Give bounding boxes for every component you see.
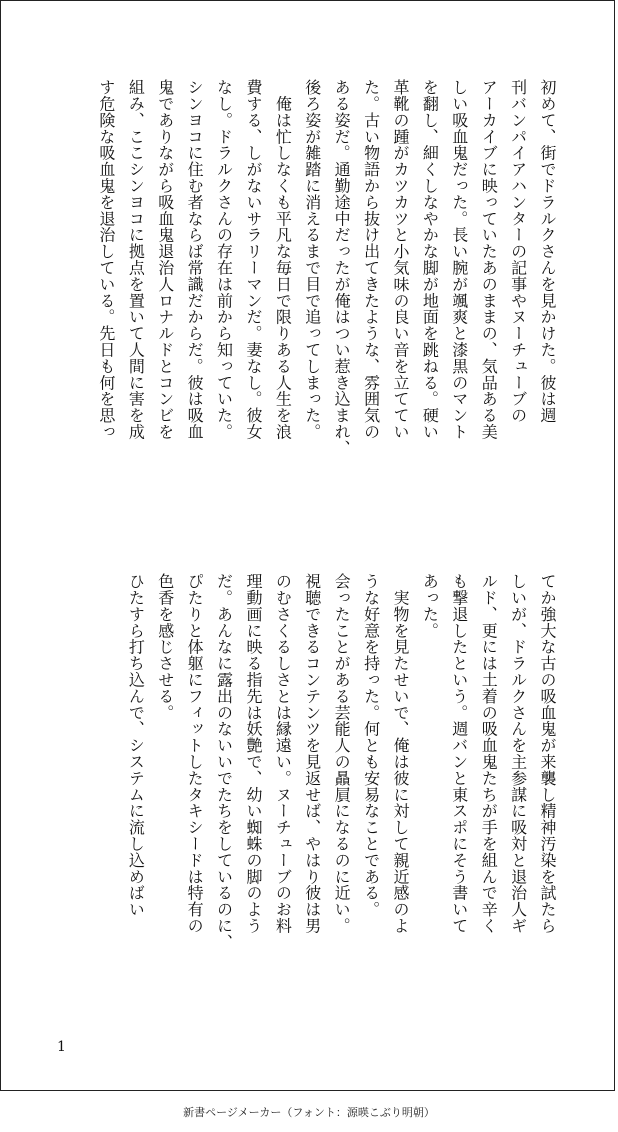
text-column: 初めて、街でドラルクさんを見かけた。彼は週 xyxy=(538,79,557,424)
text-block-lower xyxy=(121,573,562,993)
text-column: アーカイブに映っていたあのままの、気品ある美 xyxy=(479,79,499,440)
text-column: 実物を見たせいで、俺は彼に対して親近感のよ xyxy=(390,573,410,934)
text-column: も撃退したという。週バンと東スポにそう書いて xyxy=(449,573,469,934)
text-column: なし。ドラルクさんの存在は前から知っていた。 xyxy=(214,79,234,440)
text-column: のむさくるしさとは縁遠い。ヌーチューブのお料 xyxy=(273,573,293,934)
text-column: 色香を感じさせる。 xyxy=(155,573,175,721)
text-column: うな好意を持った。何とも安易なことである。 xyxy=(361,573,381,918)
text-column: ぴたりと体躯にフィットしたタキシードは特有の xyxy=(185,573,205,934)
text-column: だ。あんなに露出のないいでたちをしているのに、 xyxy=(214,573,234,951)
text-column: しい吸血鬼だった。長い腕が颯爽と漆黒のマント xyxy=(449,79,469,440)
text-column: た。古い物語から抜け出てきたような、雰囲気の xyxy=(361,79,381,440)
text-column: シンヨコに住む者ならば常識だからだ。彼は吸血 xyxy=(185,79,205,440)
text-column: てか強大な古の吸血鬼が来襲し精神汚染を試たら xyxy=(538,573,557,934)
text-column: 鬼でありながら吸血鬼退治人ロナルドとコンビを xyxy=(155,79,175,440)
footer-caption: 新書ページメーカー（フォント：源暎こぶり明朝） xyxy=(183,1106,435,1119)
text-column: 理動画に映る指先は妖艶で、幼い蜘蛛の脚のよう xyxy=(243,573,263,934)
text-column: 俺は忙しなくも平凡な毎日で限りある人生を浪 xyxy=(273,79,293,440)
text-column: 視聴できるコンテンツを見返せば、やはり彼は男 xyxy=(302,573,322,934)
text-column: あった。 xyxy=(420,573,440,639)
text-column: す危険な吸血鬼を退治している。先日も何を思っ xyxy=(96,79,116,440)
text-column: 後ろ姿が雑踏に消えるまで目で追ってしまった。 xyxy=(302,79,322,440)
text-column: 組み、ここシンヨコに拠点を置いて人間に害を成 xyxy=(126,79,146,440)
text-column: 費する、しがないサラリーマンだ。妻なし。彼女 xyxy=(243,79,263,440)
text-column: 革靴の踵がカツカツと小気味の良い音を立ててい xyxy=(390,79,410,440)
text-block-upper xyxy=(92,79,563,529)
text-column: 刊バンパイアハンターの記事やヌーチューブの xyxy=(508,79,528,424)
text-column: しいが、ドラルクさんを主参謀に吸対と退治人ギ xyxy=(508,573,528,934)
text-column: ひたすら打ち込んで、システムに流し込めばい xyxy=(126,573,146,918)
text-column: 会ったことがある芸能人の贔屓になるのに近い。 xyxy=(332,573,352,934)
text-column: ある姿だ。通勤途中だったが俺はつい惹き込まれ、 xyxy=(332,79,352,457)
text-column: ルド、更には土着の吸血鬼たちが手を組んで辛く xyxy=(479,573,499,934)
text-column: を翻し、細くしなやかな脚が地面を跳ねる。硬い xyxy=(420,79,440,440)
page-number: 1 xyxy=(57,1039,66,1055)
